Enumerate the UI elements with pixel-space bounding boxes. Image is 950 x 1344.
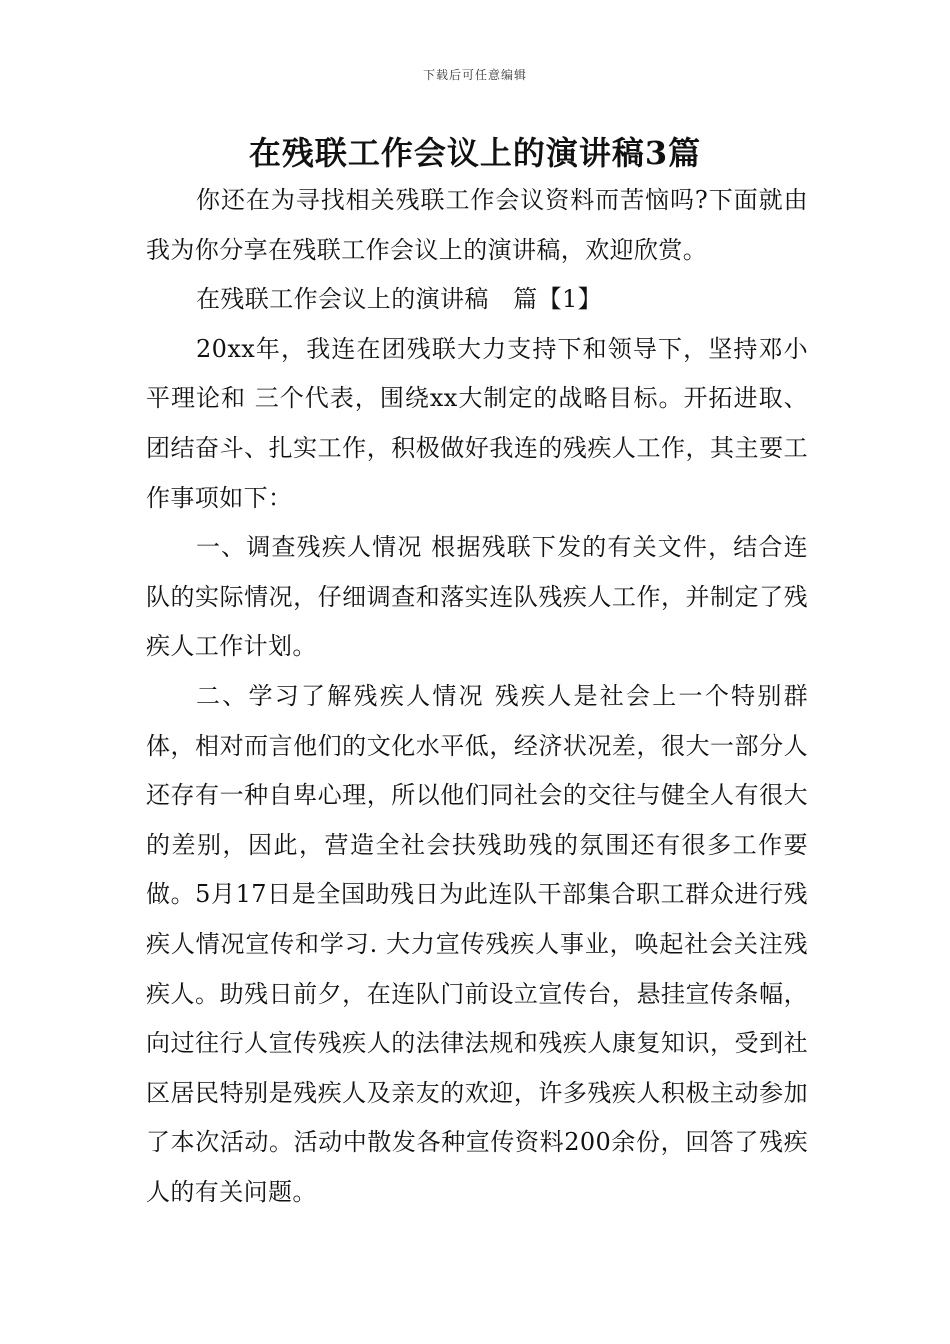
section-heading: 在残联工作会议上的演讲稿 篇【1】	[196, 285, 603, 314]
paragraph-overview: 20xx年，我连在团残联大力支持下和领导下，坚持邓小平理论和 三个代表，围绕xx大制定的战略目标。开拓进取、团结奋斗、扎实工作，积极做好我连的残疾人工作，其主要工作事项如下：	[146, 334, 808, 512]
header-note: 下载后可任意编辑	[422, 68, 527, 82]
document-body	[146, 176, 808, 1217]
paragraph-item-2: 二、学习了解残疾人情况 残疾人是社会上一个特别群体，相对而言他们的文化水平低，经济状况差，很大一部分人还存有一种自卑心理，所以他们同社会的交往与健全人有很大的差别，因此，营造全社会扶残助残的氛围还有很多工作要做。5月17日是全国助残日为此连队干部集合职工群众进行残疾人情况宣传和学习. 大力宣传残疾人事业，唤起社会关注残疾人。助残日前夕，在连队门前设立宣传台，悬挂宣传条幅，向过往行人宣传残疾人的法律法规和残疾人康复知识，受到社区居民特别是残疾人及亲友的欢迎，许多残疾人积极主动参加了本次活动。活动中散发各种宣传资料200余份，回答了残疾人的有关问题。	[146, 681, 808, 1206]
paragraph-intro: 你还在为寻找相关残联工作会议资料而苦恼吗?下面就由我为你分享在残联工作会议上的演讲稿，欢迎欣赏。	[146, 186, 808, 264]
paragraph-item-1: 一、调查残疾人情况 根据残联下发的有关文件，结合连队的实际情况，仔细调查和落实连队残疾人工作，并制定了残疾人工作计划。	[146, 533, 808, 661]
page-title: 在残联工作会议上的演讲稿3篇	[248, 134, 702, 172]
